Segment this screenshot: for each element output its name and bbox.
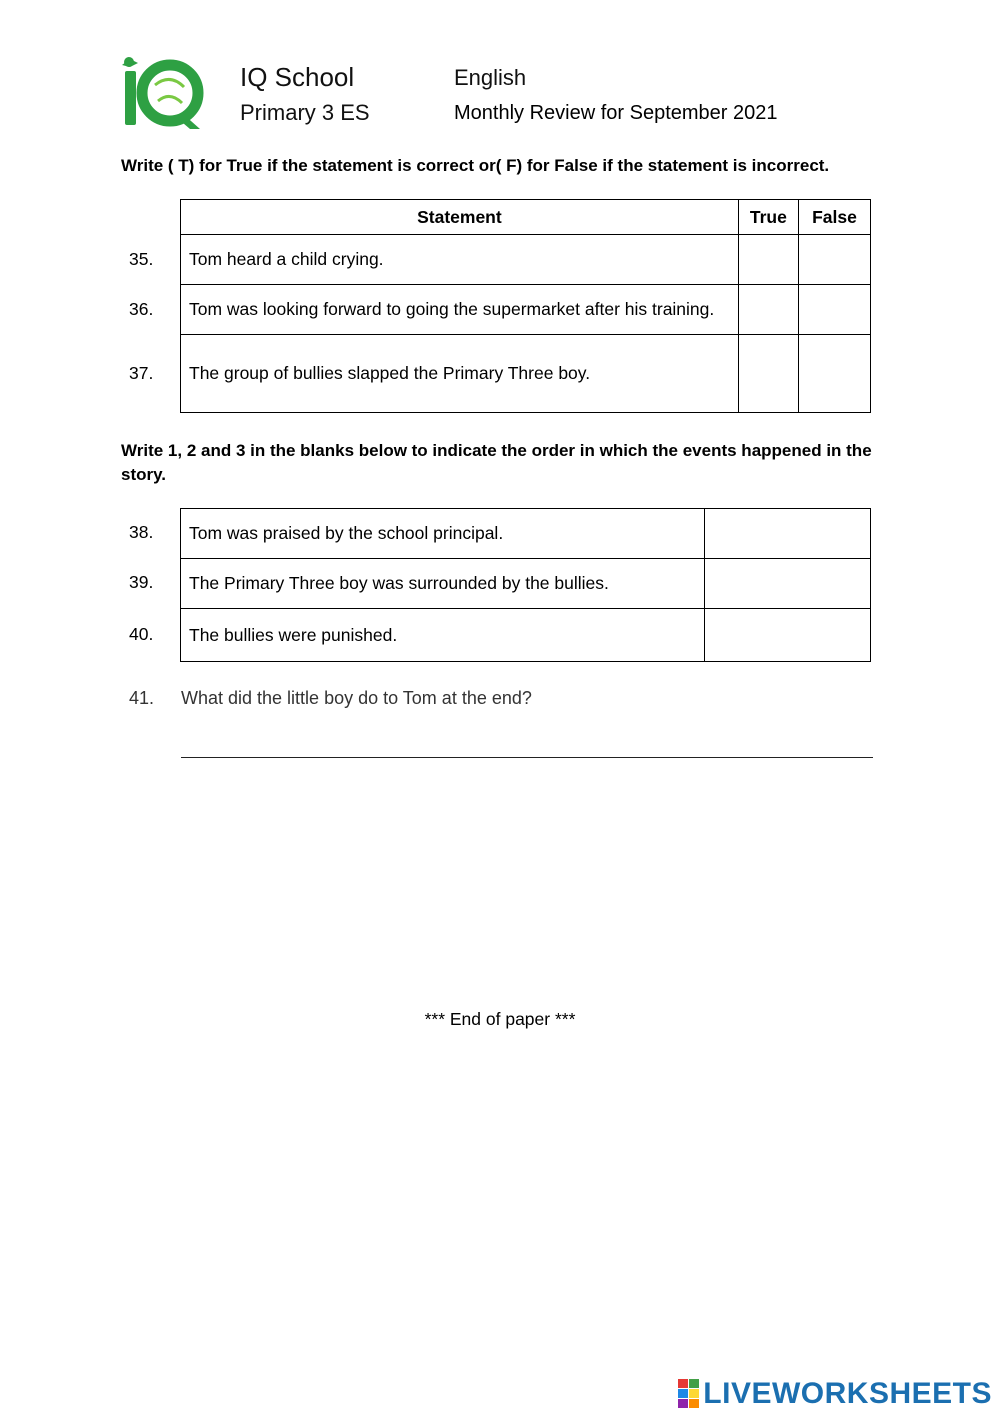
table-row bbox=[181, 509, 871, 559]
table-row bbox=[181, 609, 871, 662]
true-answer-cell[interactable] bbox=[738, 285, 798, 335]
liveworksheets-watermark bbox=[678, 1376, 992, 1412]
end-of-paper: *** End of paper *** bbox=[424, 1009, 576, 1029]
false-answer-cell[interactable] bbox=[798, 235, 870, 285]
question-41-text: What did the little boy do to Tom at the end? bbox=[181, 688, 532, 708]
answer-line[interactable] bbox=[181, 757, 873, 758]
table-row bbox=[181, 559, 871, 609]
question-number: 35. bbox=[129, 249, 154, 269]
logo-text: IQ bbox=[120, 55, 122, 56]
section1-instruction: Write ( T) for True if the statement is correct or( F) for False if the statement is incorrect. bbox=[121, 156, 830, 175]
question-number: 40. bbox=[129, 624, 154, 644]
question-number: 37. bbox=[129, 363, 154, 383]
table-header-row bbox=[181, 200, 871, 235]
liveworksheets-logo-icon bbox=[678, 1379, 700, 1409]
false-answer-cell[interactable] bbox=[798, 335, 870, 413]
iq-logo-icon bbox=[120, 55, 208, 131]
true-answer-cell[interactable] bbox=[738, 335, 798, 413]
question-number: 38. bbox=[129, 522, 154, 542]
column-header-statement: Statement bbox=[181, 200, 739, 235]
event-cell: Tom was praised by the school principal. bbox=[181, 509, 705, 559]
statement-cell: Tom heard a child crying. bbox=[181, 235, 739, 285]
review-title: Monthly Review for September 2021 bbox=[454, 102, 778, 124]
event-cell: The bullies were punished. bbox=[181, 609, 705, 662]
column-header-true: True bbox=[738, 200, 798, 235]
true-false-table bbox=[180, 199, 871, 413]
column-header-false: False bbox=[798, 200, 870, 235]
table-row bbox=[181, 235, 871, 285]
question-number: 36. bbox=[129, 299, 154, 319]
statement-cell: Tom was looking forward to going the supermarket after his training. bbox=[181, 285, 739, 335]
question-number: 39. bbox=[129, 572, 154, 592]
table-row bbox=[181, 335, 871, 413]
subject-label: English bbox=[454, 65, 527, 90]
false-answer-cell[interactable] bbox=[798, 285, 870, 335]
school-name: IQ School bbox=[240, 62, 355, 92]
order-answer-cell[interactable] bbox=[705, 559, 871, 609]
true-answer-cell[interactable] bbox=[738, 235, 798, 285]
statement-cell: The group of bullies slapped the Primary Three boy. bbox=[181, 335, 739, 413]
order-answer-cell[interactable] bbox=[705, 609, 871, 662]
grade-label: Primary 3 ES bbox=[240, 100, 370, 125]
event-order-table bbox=[180, 508, 871, 662]
section2-instruction: Write 1, 2 and 3 in the blanks below to indicate the order in which the events happened in the story. bbox=[121, 441, 872, 484]
order-answer-cell[interactable] bbox=[705, 509, 871, 559]
question-number: 41. bbox=[129, 688, 155, 708]
watermark-text: LIVEWORKSHEETS bbox=[703, 1377, 992, 1410]
event-cell: The Primary Three boy was surrounded by the bullies. bbox=[181, 559, 705, 609]
table-row bbox=[181, 285, 871, 335]
school-logo bbox=[120, 55, 208, 131]
